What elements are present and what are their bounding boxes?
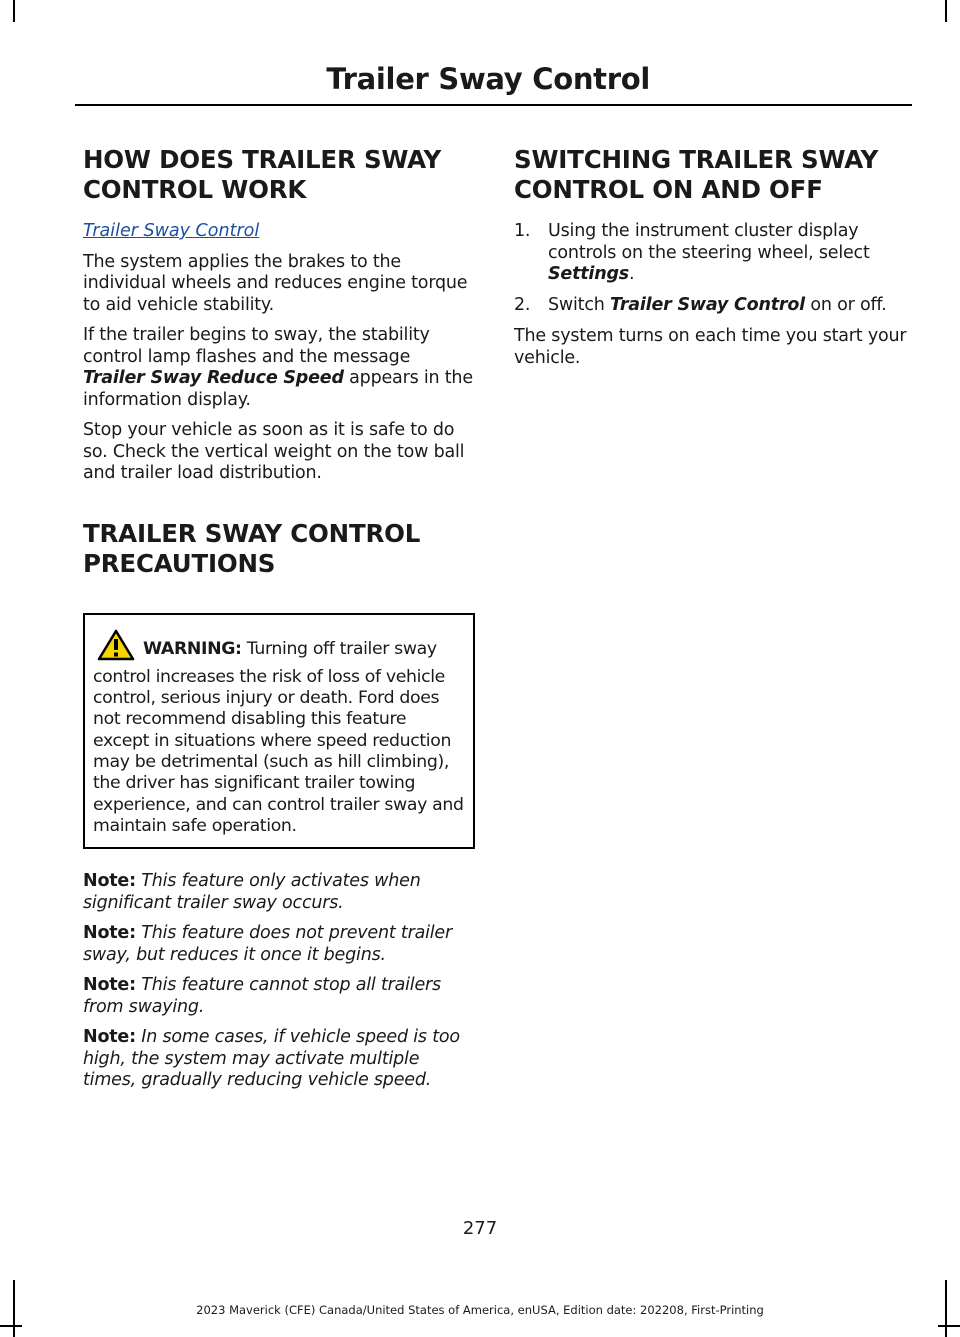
warning-box (83, 613, 475, 850)
warning-label: WARNING: (143, 638, 242, 659)
note-label: Note: (83, 923, 136, 944)
section-heading-how-it-works (83, 145, 475, 205)
heading-line: CONTROL ON AND OFF (514, 175, 823, 204)
note (83, 975, 475, 1018)
note-label: Note: (83, 1027, 136, 1048)
step-number: 1. (514, 221, 531, 241)
text: Using the instrument cluster display controls on the steering wheel, select (548, 221, 870, 263)
note (83, 1027, 475, 1092)
page-header-title: Trailer Sway Control (326, 62, 650, 96)
menu-item-text: Trailer Sway Control (610, 294, 805, 315)
section-heading-switching (514, 145, 914, 205)
menu-item-text: Settings (548, 264, 630, 284)
list-item (514, 295, 914, 317)
paragraph: The system turns on each time you start your vehicle. (514, 326, 907, 368)
heading-line: PRECAUTIONS (83, 548, 276, 578)
note-label: Note: (83, 975, 136, 996)
text: If the trailer begins to sway, the stability control lamp flashes and the message (83, 325, 430, 367)
crop-mark-top-right-v (945, 0, 947, 22)
page-footer: 2023 Maverick (CFE) Canada/United States of America, enUSA, Edition date: 202208, First-Printing (196, 1303, 764, 1317)
note (83, 923, 475, 966)
right-column (514, 145, 914, 378)
page-number: 277 (462, 1218, 498, 1239)
heading-line: CONTROL WORK (83, 175, 307, 204)
text: Switch (548, 294, 611, 315)
text: on or off. (804, 294, 887, 315)
text: appears in the information display. (83, 368, 473, 410)
crop-mark-bottom-right-h (938, 1325, 960, 1327)
heading-line: SWITCHING TRAILER SWAY (514, 145, 879, 174)
warning-text (93, 629, 467, 838)
text: . (629, 264, 635, 284)
heading-line: HOW DOES TRAILER SWAY (83, 145, 442, 174)
heading-line: TRAILER SWAY CONTROL (83, 518, 421, 548)
steps-list (514, 221, 914, 316)
step-number: 2. (514, 294, 531, 315)
paragraph (83, 325, 475, 411)
paragraph: Stop your vehicle as soon as it is safe to do so. Check the vertical weight on the tow ball and trailer load distribution. (83, 420, 465, 483)
note-text: This feature cannot stop all trailers from swaying. (83, 975, 441, 1017)
warning-triangle-icon (97, 629, 135, 667)
note-text: This feature only activates when significant trailer sway occurs. (83, 871, 421, 913)
note-text: This feature does not prevent trailer sway, but reduces it once it begins. (83, 923, 452, 965)
crop-mark-top-left-v (13, 0, 15, 22)
paragraph: The system applies the brakes to the individual wheels and reduces engine torque to aid vehicle stability. (83, 251, 468, 315)
trailer-sway-control-link[interactable]: Trailer Sway Control (83, 221, 260, 241)
warning-body: Turning off trailer sway control increases the risk of loss of vehicle control, serious injury or death. Ford does not recommend disabling this feature except in situations where speed reduction may be detrimental (such as hill climbing), the driver has significant trailer towing experience, and can control trailer sway and maintain safe operation. (93, 638, 464, 836)
section-heading-precautions (83, 519, 475, 579)
list-item (514, 221, 914, 286)
header-rule (75, 104, 912, 106)
left-column (83, 145, 475, 1101)
note (83, 871, 475, 914)
message-text: Trailer Sway Reduce Speed (83, 368, 344, 388)
note-label: Note: (83, 871, 136, 892)
note-text: In some cases, if vehicle speed is too high, the system may activate multiple times, gradually reducing vehicle speed. (83, 1027, 460, 1091)
crop-mark-bottom-left-h (0, 1325, 22, 1327)
